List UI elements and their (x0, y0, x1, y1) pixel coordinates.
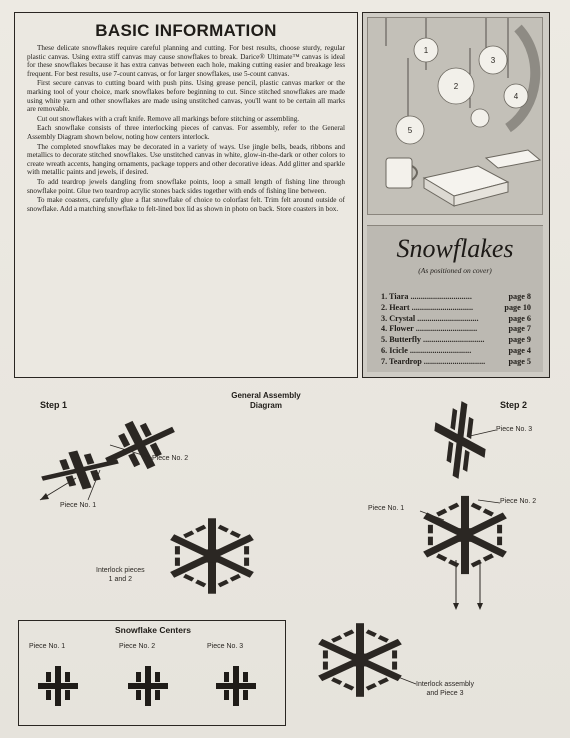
contents-item: 3. Crystal .............................. page 6 (381, 313, 531, 323)
step-1-label: Step 1 (40, 400, 68, 410)
step2-piece-3 (430, 389, 489, 491)
center-label-piece-1: Piece No. 1 (29, 643, 66, 650)
snowflake-centers-box (18, 620, 286, 726)
arrow-head (40, 493, 49, 500)
step1-piece-2 (95, 407, 185, 483)
photo-number: 5 (407, 126, 413, 135)
piece-1-label-step1: Piece No. 1 (60, 502, 97, 509)
leader-line (470, 430, 496, 436)
final-assembly (312, 623, 409, 697)
snowflake-centers-title: Snowflake Centers (114, 625, 192, 635)
info-paragraph: Cut out snowflakes with a craft knife. Remove all markings before stitching or assembling. (37, 114, 300, 123)
photo-number: 2 (453, 82, 459, 91)
photo-number: 4 (513, 92, 519, 101)
piece-2-label-step2: Piece No. 2 (500, 498, 537, 505)
photo-number: 1 (423, 46, 429, 55)
info-paragraph: The completed snowflakes may be decorated in a variety of ways. Use jingle bells, beads, ribbons and metallics to decorate stitched snowflakes. Use unstitched canvas in white, glow-in-the-dark or other colors to create wreath accents, hanging ornaments, package toppers and other decorative ideas. Add glitter and sparkle with metallic paints and jewels, if desired. (27, 142, 345, 177)
contents-item: 5. Butterfly .............................. page 9 (381, 335, 531, 345)
leader-line (478, 500, 500, 503)
arrow-head (477, 603, 483, 610)
info-paragraph: First secure canvas to cutting board with push pins. Using grease pencil, plastic canvas marker or the marking tool of your choice, mark snowflakes before beginning to cut. Since stitched snowflakes are made using white yarn and other snowflakes are made using unstitched canvas, you'll want to be certain all marks are removable. (27, 79, 345, 114)
info-paragraph: Each snowflake consists of three interlocking pieces of canvas. For assembly, refer to the General Assembly Diagram shown below, noting how centers interlock. (27, 124, 345, 141)
cover-subtitle: (As positioned on cover) (418, 266, 492, 275)
info-paragraph: To add teardrop jewels dangling from snowflake points, loop a small length of fishing line through snowflake point. Glue two teardrop acrylic stones back sides together with ends of fishing line between. (27, 177, 345, 195)
contents-item: 2. Heart .............................. page 10 (381, 302, 531, 312)
center-label-piece-3: Piece No. 3 (207, 643, 244, 650)
piece-2-label-step1: Piece No. 2 (152, 455, 189, 462)
arrow-head (453, 603, 459, 610)
step1-piece-1 (35, 443, 125, 497)
info-paragraph: These delicate snowflakes require careful planning and cutting. For best results, choose sturdy, regular plastic canvas. Using extra stiff canvas may cause snowflakes to break. Darice® Ultimate™ canvas is ideal for these snowflakes because it has extra canvas between each hole, making cutting easier and breakage less frequent. For best results, use 7-count canvas, or for larger snowflakes, use 5-count canvas. (27, 44, 345, 78)
contents-item: 7. Teardrop .............................. page 5 (381, 356, 531, 366)
step-2-label: Step 2 (500, 400, 528, 410)
step2-assembly (417, 496, 514, 574)
interlock-assembly-label: Interlock assembly and Piece 3 (416, 681, 474, 697)
photo-number: 3 (490, 56, 496, 65)
basic-information-title: BASIC INFORMATION (95, 21, 277, 40)
interlock-pieces-label: Interlock pieces 1 and 2 (96, 567, 145, 583)
contents-item: 1. Tiara .............................. page 8 (381, 292, 531, 301)
piece-1-label-step2: Piece No. 1 (368, 505, 405, 512)
info-paragraph: To make coasters, carefully glue a flat snowflake of choice to colorfast felt. Trim felt around outside of snowflake. Add a matching snowflake to felt-lined box lid as shown in photo on back. Store coasters in box. (27, 196, 345, 213)
contents-item: 6. Icicle .............................. page 4 (381, 345, 531, 355)
piece-3-label-step2: Piece No. 3 (496, 426, 533, 433)
snowflakes-title: Snowflakes (396, 234, 514, 263)
center-label-piece-2: Piece No. 2 (119, 643, 156, 650)
contents-item: 4. Flower .............................. page 7 (381, 324, 531, 334)
general-assembly-diagram-title: General Assembly Diagram (231, 391, 301, 410)
interlocked-pieces-1-2 (164, 518, 261, 593)
